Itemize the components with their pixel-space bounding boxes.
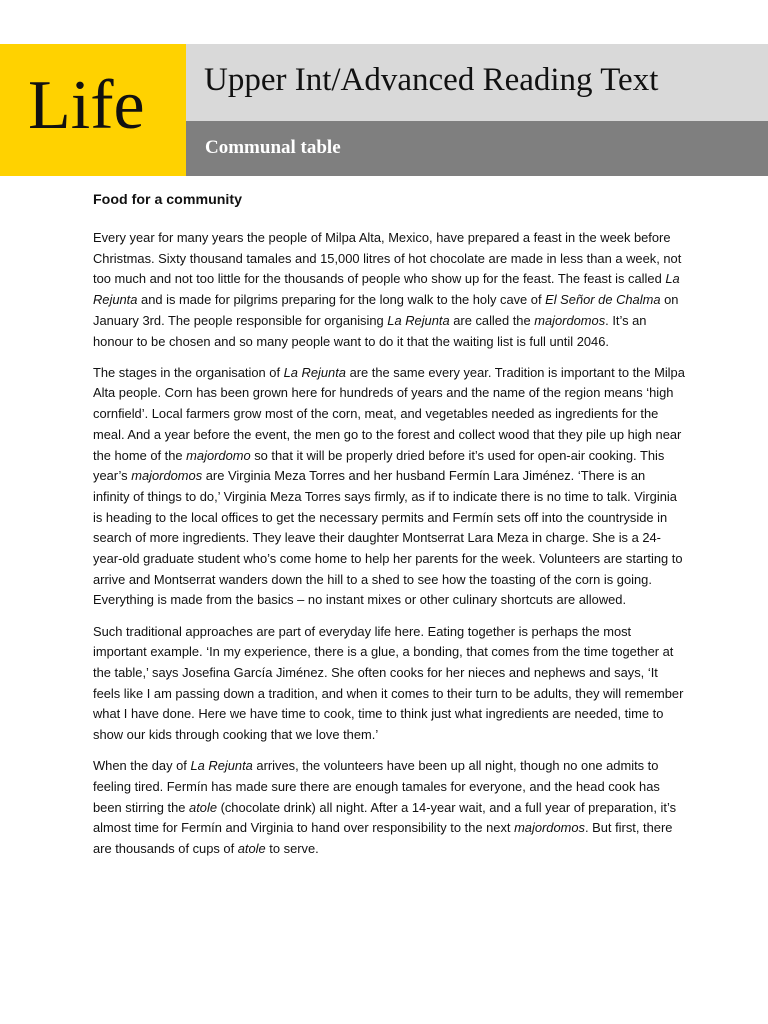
italic-text-run: La Rejunta — [283, 364, 346, 380]
text-run: on January 3rd. The people responsible for organising — [93, 292, 679, 328]
title-band — [186, 44, 768, 121]
subtitle-band — [186, 121, 768, 176]
text-run: to serve. — [265, 841, 319, 857]
text-run: and is made for pilgrims preparing for the long walk to the holy cave of — [137, 292, 546, 308]
text-run: When the day of — [93, 758, 191, 774]
text-run: are the same every year. Tradition is important to the Milpa Alta people. Corn has been grown here for hundreds of years and the name of the region means ‘high cornfield’. Local farmers grow most of the corn, meat, and vegetables needed as ingredients for the meal. And a year before the event, the men go to the forest and collect wood that they pile up high near the home of the — [93, 364, 685, 463]
italic-text-run: atole — [237, 841, 266, 857]
italic-text-run: majordomo — [186, 447, 251, 463]
italic-text-run: atole — [189, 799, 217, 815]
article-paragraph-4 — [93, 756, 685, 860]
article-body — [93, 190, 685, 870]
text-run: The stages in the organisation of — [93, 364, 284, 380]
text-run: Such traditional approaches are part of everyday life here. Eating together is perhaps the most important example. ‘In my experience, there is a glue, a bonding, that comes from the time together at the table,’ says Josefina García Jiménez. She often cooks for her nieces and nephews and says, ‘It feels like I am passing down a tradition, and when it comes to their turn to be adults, they will remember what I have done. Here we have time to cook, time to think just what ingredients are needed, time to show our kids through cooking that we love them.’ — [93, 623, 684, 743]
italic-text-run: La Rejunta — [387, 312, 450, 328]
text-run: Every year for many years the people of Milpa Alta, Mexico, have prepared a feast in the week before Christmas. Sixty thousand tamales and 15,000 litres of hot chocolate are made in less than a week, not too much and not too little for the thousands of people who show up for the feast. The feast is called — [93, 230, 682, 287]
text-run: . But first, there are thousands of cups of — [93, 820, 673, 857]
text-run: . It’s an honour to be chosen and so many people want to do it that the waiting list is full until 2046. — [93, 312, 647, 349]
life-logo-box — [0, 44, 186, 176]
italic-text-run: majordomos — [534, 312, 606, 328]
text-run: so that it will be properly dried before it’s used for open-air cooking. This year’s — [93, 447, 665, 484]
article-paragraph-2 — [93, 363, 685, 611]
text-run: are called the — [449, 312, 535, 328]
text-run: arrives, the volunteers have been up all night, though no one admits to feeling tired. Fermín has made sure there are enough tamales for everyone, and the head cook has been stirring the — [93, 758, 660, 815]
text-run: (chocolate drink) all night. After a 14-year wait, and a full year of preparation, it’s almost time for Fermín and Virginia to hand over responsibility to the next — [93, 799, 677, 836]
page-subtitle: Communal table — [205, 137, 341, 158]
italic-text-run: majordomos — [131, 468, 203, 484]
italic-text-run: La Rejunta — [190, 758, 253, 774]
italic-text-run: La Rejunta — [93, 271, 680, 308]
section-heading: Food for a community — [93, 192, 242, 208]
text-run: are Virginia Meza Torres and her husband Fermín Lara Jiménez. ‘There is an infinity of things to do,’ Virginia Meza Torres says firmly, as if to indicate there is no time to talk. Virginia is heading to the local offices to get the necessary permits and Fermín sets off into the countryside in search of more ingredients. They leave their daughter Montserrat Lara Meza in charge. She is a 24-year-old graduate student who’s come home to help her parents for the week. Volunteers are starting to arrive and Montserrat wanders down the hill to a shed to see how the toasting of the corn is going. Everything is made from the basics – no instant mixes or other culinary shortcuts are allowed. — [93, 468, 683, 608]
article-paragraph-3 — [93, 622, 685, 746]
page-header — [0, 44, 768, 176]
italic-text-run: El Señor de Chalma — [545, 292, 661, 308]
article-paragraph-1 — [93, 228, 685, 352]
life-logo: Life — [28, 67, 145, 144]
page-title: Upper Int/Advanced Reading Text — [204, 62, 659, 98]
italic-text-run: majordomos — [514, 820, 585, 836]
